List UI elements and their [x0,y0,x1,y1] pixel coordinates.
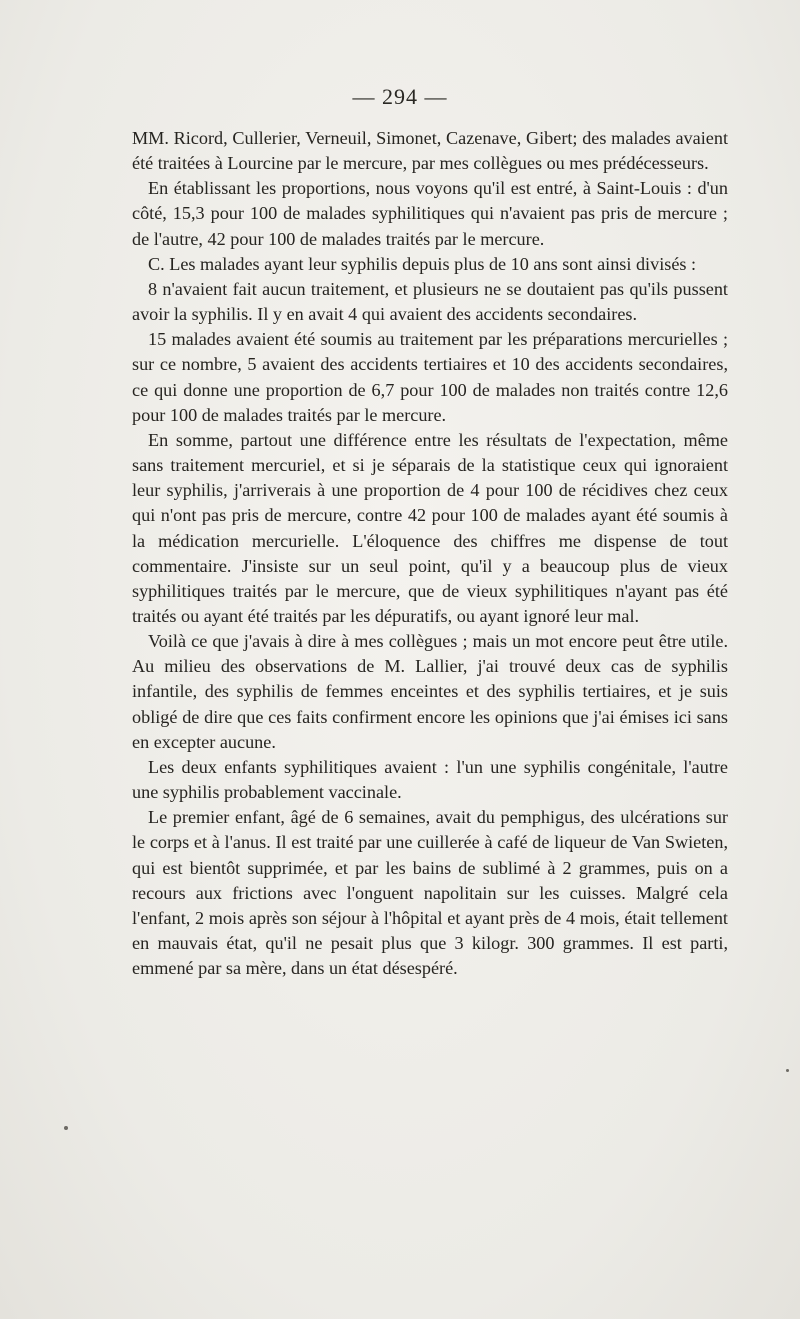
paragraph-9: Le premier enfant, âgé de 6 semaines, avait du pemphigus, des ulcérations sur le corps et à l'anus. Il est traité par une cuillerée à café de liqueur de Van Swieten, qui est bientôt supprimée, et par les bains de sublimé à 2 grammes, puis on a recours aux frictions avec l'onguent napolitain sur les cuisses. Malgré cela l'enfant, 2 mois après son séjour à l'hôpital et ayant près de 4 mois, était tellement en mauvais état, qu'il ne pesait plus que 3 kilogr. 300 grammes. Il est parti, emmené par sa mère, dans un état désespéré. [132,807,728,979]
body-text [132,126,728,981]
paragraph-1: MM. Ricord, Cullerier, Verneuil, Simonet, Cazenave, Gibert; des malades avaient été traitées à Lourcine par le mercure, par mes collègues ou mes prédécesseurs. [132,128,728,174]
paragraph-6: En somme, partout une différence entre les résultats de l'expectation, même sans traitement mercuriel, et si je séparais de la statistique ceux qui ignoraient leur syphilis, j'arriverais à une proportion de 4 pour 100 de récidives chez ceux qui n'ont pas pris de mercure, contre 42 pour 100 de malades ayant été soumis à la médication mercurielle. L'éloquence des chiffres me dispense de tout commentaire. J'insiste sur un seul point, qu'il y a beaucoup plus de vieux syphilitiques traités par le mercure, que de vieux syphilitiques n'ayant pas été traités ou ayant été traités par les dépuratifs, ou ayant ignoré leur mal. [132,429,728,626]
paragraph-3: C. Les malades ayant leur syphilis depuis plus de 10 ans sont ainsi divisés : [148,253,697,274]
paragraph-5: 15 malades avaient été soumis au traitement par les préparations mercurielles ; sur ce nombre, 5 avaient des accidents tertiaires et 10 des accidents secondaires, ce qui donne une proportion de 6,7 pour 100 de malades non traités contre 12,6 pour 100 de malades traités par le mercure. [132,329,728,425]
paragraph-8: Les deux enfants syphilitiques avaient : l'un une syphilis congénitale, l'autre une syphilis probablement vaccinale. [132,756,728,803]
page-number: — 294 — [352,84,448,109]
paragraph-4: 8 n'avaient fait aucun traitement, et plusieurs ne se doutaient pas qu'ils pussent avoir la syphilis. Il y en avait 4 qui avaient des accidents secondaires. [132,278,728,325]
ink-speck [786,1069,789,1072]
paragraph-2: En établissant les proportions, nous voyons qu'il est entré, à Saint-Louis : d'un côté, 15,3 pour 100 de malades syphilitiques qui n'avaient pas pris de mercure ; de l'autre, 42 pour 100 de malades traités par le mercure. [132,178,728,249]
ink-speck [64,1126,68,1130]
paragraph-7: Voilà ce que j'avais à dire à mes collègues ; mais un mot encore peut être utile. Au milieu des observations de M. Lallier, j'ai trouvé deux cas de syphilis infantile, des syphilis de femmes enceintes et des syphilis tertiaires, et je suis obligé de dire que ces faits confirment encore les opinions que j'ai émises ici sans en excepter aucune. [132,631,728,752]
